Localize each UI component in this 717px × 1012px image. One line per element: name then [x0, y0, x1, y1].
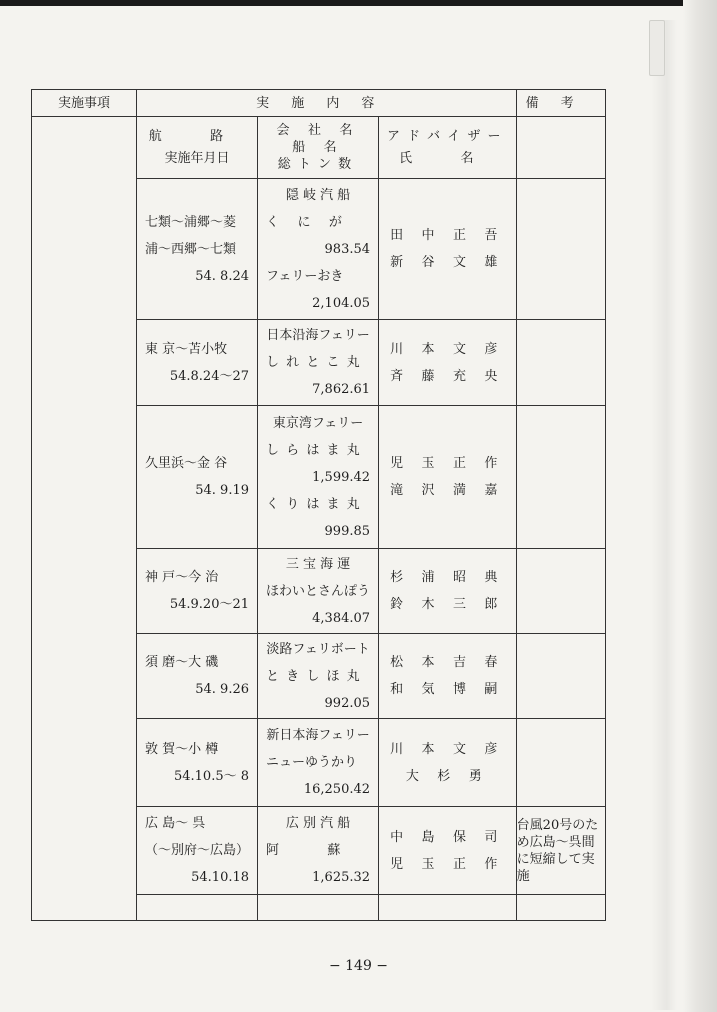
- scan-right-shadow: [683, 0, 717, 1012]
- remark-cell: 台風20号のため広島〜呉間に短縮して実施: [516, 807, 605, 895]
- adviser-cell: [379, 549, 517, 634]
- tonnage: 983.54: [324, 241, 371, 257]
- adviser-name: 田 中 正 吾: [390, 228, 505, 243]
- company-name: 東京湾フェリー: [272, 415, 364, 431]
- route-text: 敦 賀〜小 樽: [145, 741, 219, 757]
- adviser-name: 松 本 吉 春: [390, 655, 505, 670]
- ship-name: くりはま丸: [266, 496, 367, 512]
- adviser-name: 大 杉 勇: [405, 768, 489, 784]
- adviser-name: 鈴 木 三 郎: [390, 597, 505, 612]
- remark-cell: [516, 320, 605, 406]
- subheader-shipname-label: 船 名: [292, 140, 344, 155]
- adviser-cell: [379, 320, 517, 406]
- company-name: 新日本海フェリー: [266, 728, 370, 743]
- adviser-cell: [379, 179, 517, 320]
- ship-cell: [258, 406, 379, 549]
- route-cell: [137, 549, 258, 634]
- subheader-route: [137, 117, 258, 179]
- route-cell: [137, 179, 258, 320]
- subheader-tonnage-label: 総トン数: [277, 157, 359, 172]
- scan-page-curl: [651, 20, 677, 1010]
- ship-cell: [258, 320, 379, 406]
- adviser-name: 滝 沢 満 嘉: [390, 483, 505, 498]
- header-remarks: 備考: [516, 90, 605, 117]
- tonnage: 992.05: [324, 695, 371, 711]
- ship-name: しれとこ丸: [266, 355, 367, 370]
- subheader-ship: [258, 117, 379, 179]
- adviser-cell: [379, 406, 517, 549]
- ship-name: く に が: [266, 214, 350, 230]
- ship-cell: [258, 719, 379, 807]
- adviser-cell: [379, 807, 517, 895]
- route-text: 須 磨〜大 磯: [145, 655, 219, 670]
- subheader-adviser: [379, 117, 517, 179]
- route-cell: [137, 807, 258, 895]
- adviser-name: 児 玉 正 作: [390, 856, 505, 872]
- subheader-company-label: 会 社 名: [276, 123, 360, 138]
- adviser-cell: [379, 634, 517, 719]
- empty-cell: [516, 895, 605, 921]
- scan-top-edge: [0, 0, 717, 6]
- route-cell: [137, 634, 258, 719]
- ship-name: ときしほ丸: [266, 668, 367, 684]
- tonnage: 999.85: [324, 523, 371, 539]
- route-cell: [137, 719, 258, 807]
- route-text: 七類〜浦郷〜菱: [145, 214, 237, 230]
- date-text: 54. 9.26: [195, 682, 250, 697]
- date-text: 54.10.18: [191, 870, 250, 885]
- adviser-name: 和 気 博 嗣: [390, 682, 505, 697]
- binder-tab: [649, 20, 665, 76]
- adviser-name: 川 本 文 彦: [390, 741, 505, 757]
- adviser-cell: [379, 719, 517, 807]
- subheader-row: [32, 117, 606, 179]
- remark-cell: [516, 549, 605, 634]
- tonnage: 4,384.07: [312, 610, 371, 626]
- ship-name: ほわいとさんぽう: [266, 583, 371, 599]
- ship-name: しらはま丸: [266, 442, 367, 458]
- company-name: 隠 岐 汽 船: [285, 187, 351, 203]
- route-text: 広 島〜 呉: [145, 816, 206, 831]
- adviser-name: 児 玉 正 作: [390, 456, 505, 471]
- tonnage: 7,862.61: [312, 382, 371, 397]
- header-item: 実施事項: [32, 90, 137, 117]
- adviser-name: 杉 浦 昭 典: [390, 570, 505, 585]
- remark-cell: [516, 179, 605, 320]
- ship-name: 阿 蘇: [266, 843, 363, 858]
- subheader-name-label: 氏 名: [399, 150, 496, 166]
- empty-cell: [258, 895, 379, 921]
- route-cell: [137, 320, 258, 406]
- subheader-remarks: [516, 117, 605, 179]
- company-name: 淡路フェリボート: [266, 641, 370, 657]
- date-text: 54. 9.19: [195, 483, 250, 498]
- route-text: （〜別府〜広島）: [145, 843, 250, 858]
- company-name: 日本沿海フェリー: [266, 328, 370, 343]
- item-column-cell: [32, 117, 137, 921]
- adviser-name: 川 本 文 彦: [390, 341, 505, 357]
- company-name: 広 別 汽 船: [285, 816, 351, 831]
- tonnage: 2,104.05: [312, 295, 371, 311]
- company-name: 三 宝 海 運: [285, 556, 351, 572]
- ship-cell: [258, 634, 379, 719]
- route-cell: [137, 406, 258, 549]
- ship-name: ニューゆうかり: [266, 755, 358, 770]
- ship-cell: [258, 549, 379, 634]
- route-text: 神 戸〜今 治: [145, 570, 219, 585]
- date-text: 54. 8.24: [195, 268, 250, 284]
- tonnage: 1,599.42: [312, 469, 371, 485]
- empty-cell: [137, 895, 258, 921]
- date-text: 54.8.24〜27: [169, 368, 250, 384]
- remark-cell: [516, 719, 605, 807]
- ship-cell: [258, 179, 379, 320]
- date-text: 54.10.5〜 8: [173, 768, 250, 784]
- adviser-name: 新 谷 文 雄: [390, 255, 505, 270]
- route-text: 浦〜西郷〜七類: [145, 241, 237, 257]
- subheader-date-label: 実施年月日: [164, 150, 230, 166]
- header-content: 実施内容: [137, 90, 517, 117]
- tonnage: 16,250.42: [303, 782, 371, 797]
- empty-cell: [379, 895, 517, 921]
- page-number: − 149 −: [328, 958, 389, 974]
- ship-cell: [258, 807, 379, 895]
- ship-name: フェリーおき: [266, 268, 344, 284]
- adviser-name: 中 島 保 司: [390, 829, 505, 845]
- adviser-name: 斉 藤 充 央: [390, 368, 505, 384]
- date-text: 54.9.20〜21: [169, 597, 250, 612]
- subheader-route-label: 航 路: [148, 128, 246, 144]
- remark-cell: [516, 406, 605, 549]
- tonnage: 1,625.32: [312, 870, 371, 885]
- ferry-training-table: [31, 89, 606, 921]
- remark-cell: [516, 634, 605, 719]
- header-row: [32, 90, 606, 117]
- route-text: 東 京〜苫小牧: [145, 341, 228, 357]
- route-text: 久里浜〜金 谷: [145, 456, 228, 471]
- subheader-adviser-label: アドバイザー: [387, 128, 508, 144]
